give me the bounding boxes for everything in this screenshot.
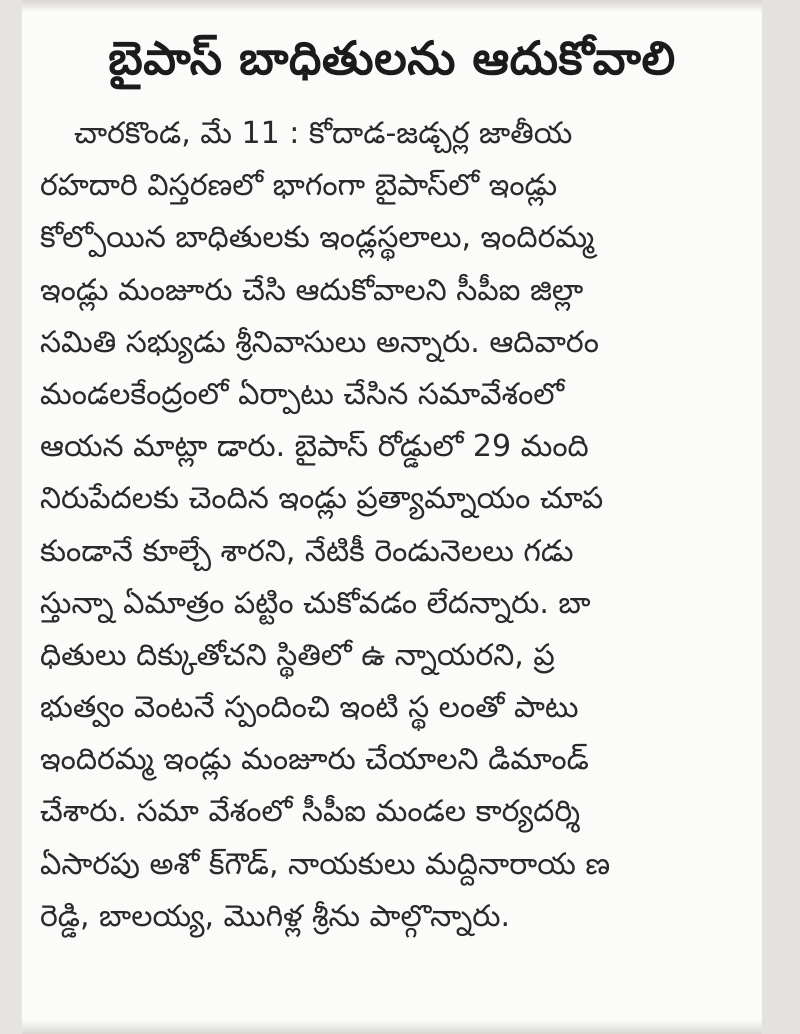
article-line: ఆయన మాట్లా డారు. బైపాస్ రోడ్డులో 29 మంది [40, 429, 589, 465]
article-line: మండలకేంద్రంలో ఏర్పాటు చేసిన సమావేశంలో [40, 376, 565, 412]
article-line: కోల్పోయిన బాధితులకు ఇండ్లస్థలాలు, ఇందిరమ్మ [40, 220, 595, 256]
clipping-bottom-edge [22, 1020, 762, 1034]
article-headline: బైపాస్ బాధితులను ఆదుకోవాలి [108, 31, 676, 85]
article-line: రహదారి విస్తరణలో భాగంగా బైపాస్‌లో ఇండ్లు [40, 168, 558, 204]
background-left-margin [0, 0, 22, 1034]
article-body [40, 108, 748, 943]
background-right-margin [762, 0, 800, 1034]
newspaper-clipping [22, 0, 762, 1034]
clipping-top-edge [22, 0, 762, 12]
article-line: సమితి సభ్యుడు శ్రీనివాసులు అన్నారు. ఆదివారం [40, 324, 599, 360]
article-line: స్తున్నా ఏమాత్రం పట్టిం చుకోవడం లేదన్నారు. బా [40, 585, 591, 621]
article-line: ఏసారపు అశో క్‌గౌడ్, నాయకులు మద్దినారాయ ణ [40, 846, 611, 882]
article-line: చారకొండ, మే 11 : కోదాడ-జడ్చర్ల జాతీయ [74, 116, 573, 151]
article-line: ధితులు దిక్కుతోచని స్థితిలో ఉ న్నాయరని, ప్ర [40, 637, 555, 673]
article-line: చేశారు. సమా వేశంలో సీపీఐ మండల కార్యదర్శి [40, 794, 581, 830]
article-line: నిరుపేదలకు చెందిన ఇండ్లు ప్రత్యామ్నాయం చూప [40, 481, 604, 517]
article-line: ఇండ్లు మంజూరు చేసి ఆదుకోవాలని సీపీఐ జిల్లా [40, 272, 584, 308]
article-line: కుండానే కూల్చే శారని, నేటికీ రెండునెలలు గడు [40, 533, 574, 569]
article-line: రెడ్డి, బాలయ్య, మొగిళ్ల శ్రీను పాల్గొన్నారు. [40, 898, 511, 934]
article-line: ఇందిరమ్మ ఇండ్లు మంజూరు చేయాలని డిమాండ్ [40, 742, 589, 778]
article-line: భుత్వం వెంటనే స్పందించి ఇంటి స్థ లంతో పాటు [40, 690, 579, 726]
